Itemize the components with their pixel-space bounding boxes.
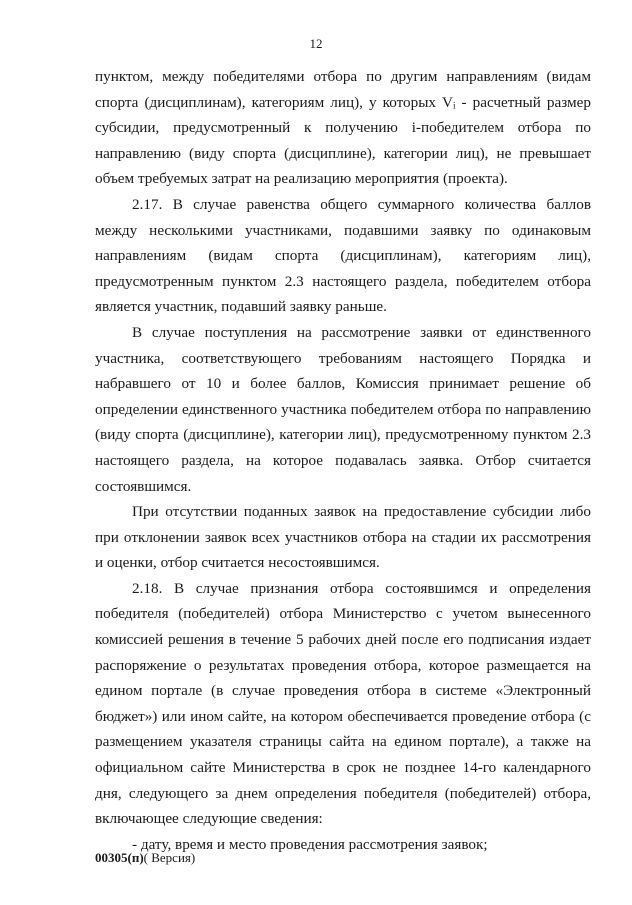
paragraph-single-participant: В случае поступления на рассмотрение заявки от единственного участника, соответствующего требованиям настоящего Порядка и набравшего от 10 и более баллов, Комиссия принимает решение об определении единственного участника победителем отбора по направлению (виду спорта (дисциплине), категории лиц), предусмотренному пунктом 2.3 настоящего раздела, на которое подавалась заявка. Отбор считается состоявшимся. [95,323,591,495]
document-version: ( Версия) [143,850,196,865]
paragraph-2-17: 2.17. В случае равенства общего суммарного количества баллов между несколькими участниками, подавшими заявку по одинаковым направлениям (видам спорта (дисциплинам), категориям лиц), предусмотренным пунктом 2.3 настоящего раздела, победителем отбора является участник, подавший заявку раньше. [95,195,591,316]
document-footer [95,850,195,866]
page-number: 12 [309,36,323,51]
paragraph-2-18: 2.18. В случае признания отбора состоявшимся и определения победителя (победителей) отбора Министерство с учетом вынесенного комиссией решения в течение 5 рабочих дней после его подписания издает распоряжение о результатах проведения отбора, которое размещается на едином портале (в случае проведения отбора в системе «Электронный бюджет») или ином сайте, на котором обеспечивается проведение отбора (с размещением указателя страницы сайта на едином портале), а также на официальном сайте Министерства в срок не позднее 14-го календарного дня, следующего за днем определения победителя (победителей) отбора, включающее следующие сведения: [95,579,591,828]
paragraph-continuation: пунктом, между победителями отбора по другим направлениям (видам спорта (дисциплинам), категориям лиц), у которых Vᵢ - расчетный размер субсидии, предусмотренный к получению i-победителем отбора по направлению (виду спорта (дисциплине), категории лиц), не превышает объем требуемых затрат на реализацию мероприятия (проекта). [95,68,591,188]
document-body [95,64,591,857]
list-item-review-date: - дату, время и место проведения рассмотрения заявок; [132,835,488,853]
document-code: 00305(п) [95,850,144,865]
paragraph-no-applications: При отсутствии поданных заявок на предоставление субсидии либо при отклонении заявок всех участников отбора на стадии их рассмотрения и оценки, отбор считается несостоявшимся. [95,503,591,572]
